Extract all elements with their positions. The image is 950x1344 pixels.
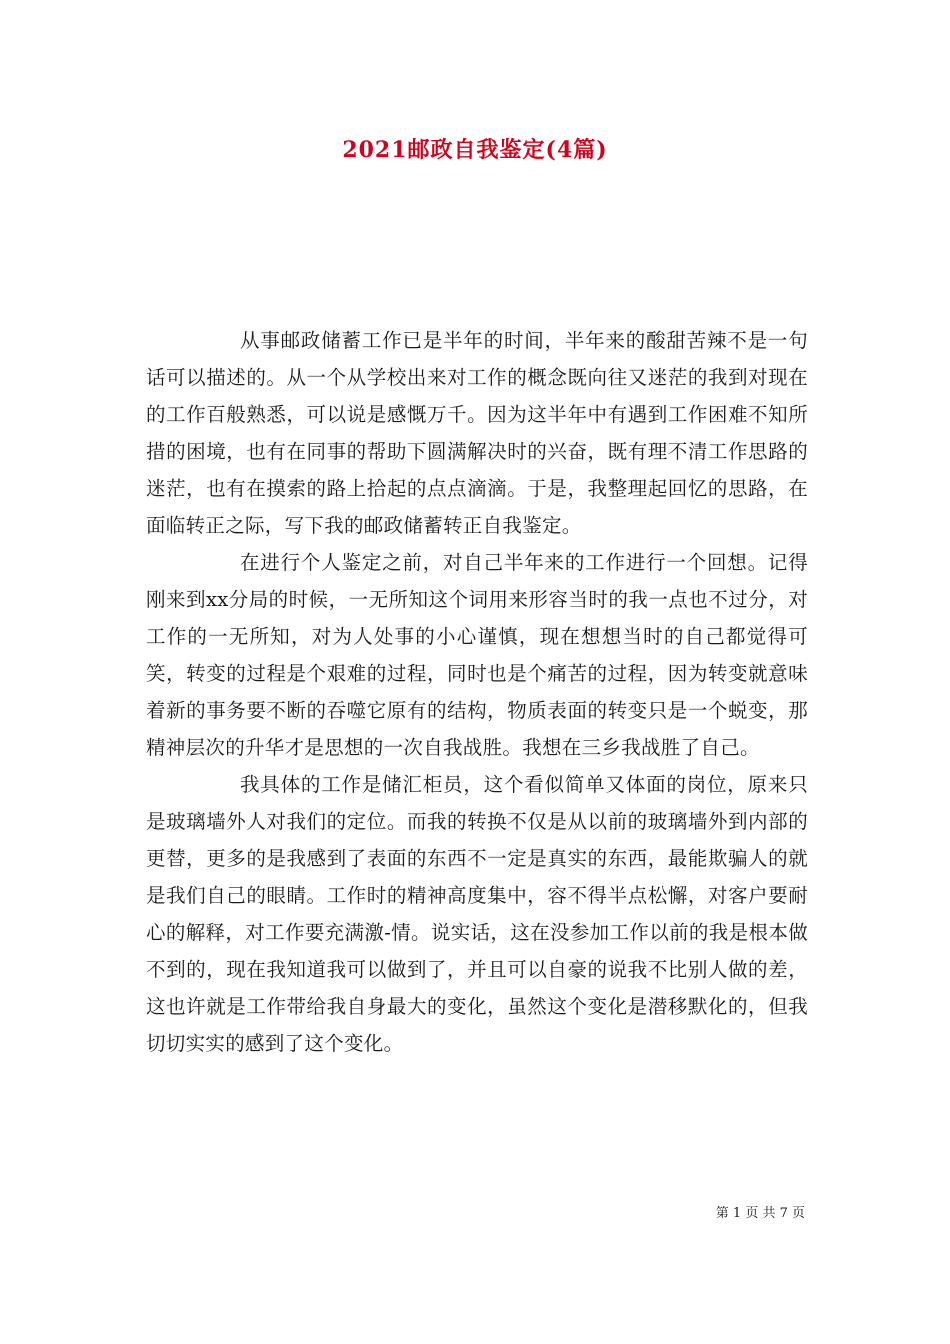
document-title: 2021邮政自我鉴定(4篇)	[342, 137, 608, 163]
paragraph-1: 从事邮政储蓄工作已是半年的时间，半年来的酸甜苦辣不是一句话可以描述的。从一个从学校出来对工作的概念既向往又迷茫的我到对现在的工作百般熟悉，可以说是感慨万千。因为这半年中有遇到工作困难不知所措的困境，也有在同事的帮助下圆满解决时的兴奋，既有理不清工作思路的迷茫，也有在摸索的路上拾起的点点滴滴。于是，我整理起回忆的思路，在面临转正之际，写下我的邮政储蓄转正自我鉴定。	[146, 329, 808, 537]
page-number: 第 1 页 共 7 页	[715, 1206, 805, 1221]
paragraph-2: 在进行个人鉴定之前，对自己半年来的工作进行一个回想。记得刚来到xx分局的时候，一无所知这个词用来形容当时的我一点也不过分，对工作的一无所知，对为人处事的小心谨慎，现在想想当时的自己都觉得可笑，转变的过程是个艰难的过程，同时也是个痛苦的过程，因为转变就意味着新的事务要不断的吞噬它原有的结构，物质表面的转变只是一个蜕变，那精神层次的升华才是思想的一次自我战胜。我想在三乡我战胜了自己。	[146, 551, 808, 759]
document-body	[146, 322, 808, 1062]
paragraph-3: 我具体的工作是储汇柜员，这个看似简单又体面的岗位，原来只是玻璃墙外人对我们的定位。而我的转换不仅是从以前的玻璃墙外到内部的更替，更多的是我感到了表面的东西不一定是真实的东西，最能欺骗人的就是我们自己的眼睛。工作时的精神高度集中，容不得半点松懈，对客户要耐心的解释，对工作要充满激-情。说实话，这在没参加工作以前的我是根本做不到的，现在我知道我可以做到了，并且可以自豪的说我不比别人做的差，这也许就是工作带给我自身最大的变化，虽然这个变化是潜移默化的，但我切切实实的感到了这个变化。	[146, 773, 808, 1055]
